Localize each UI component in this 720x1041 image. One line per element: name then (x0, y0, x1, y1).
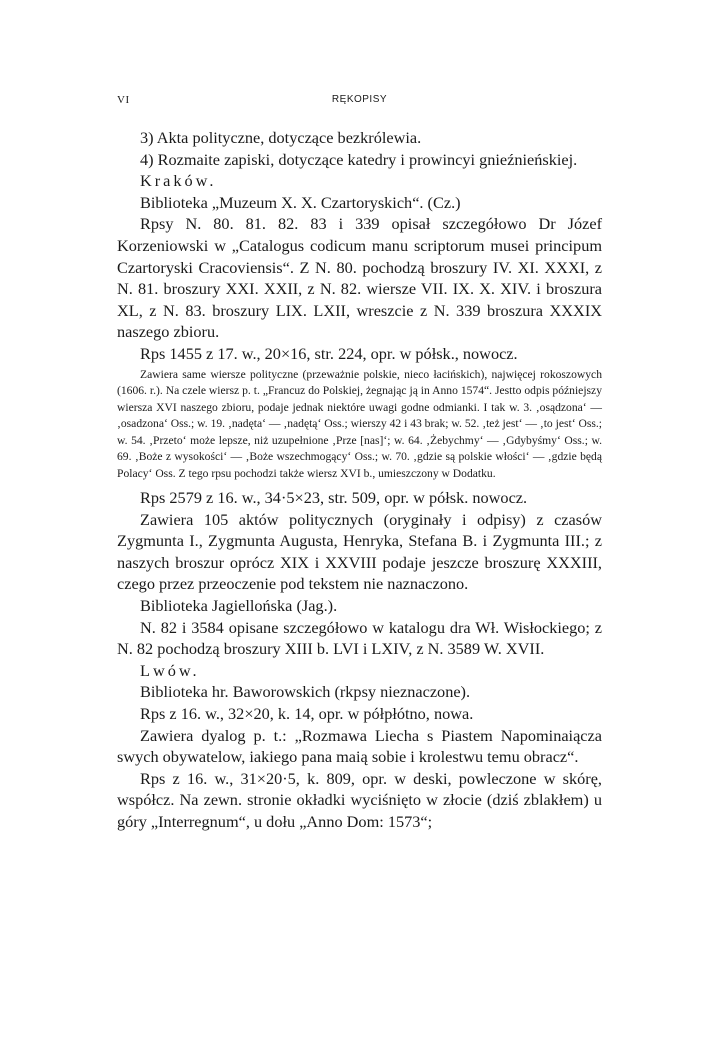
manuscript-entry-baworowski-1: Rps z 16. w., 32×20, k. 14, opr. w półpłótno, nowa. (140, 703, 474, 723)
running-header (117, 94, 602, 110)
library-heading-czartoryski: Biblioteka „Muzeum X. X. Czartoryskich“. (Cz.) (140, 192, 461, 212)
library-heading-jagiellonska: Biblioteka Jagiellońska (Jag.). (140, 596, 338, 615)
paragraph-rpsy-czartoryski: Rpsy N. 80. 81. 82. 83 i 339 opisał szczegółowo Dr Józef Korzeniowski w „Catalogus codicum manu scriptorum musei principum Czartoryski Cracoviensis“. Z N. 80. pochodzą broszury IV. XI. XXXI, z N. 81. broszury XXI. XXII, z N. 82. wiersze VII. IX. X. XIV. i broszura XL, z N. 83. broszury LIX. LXII, wreszcie z N. 339 broszura XXXIX naszego zbioru. (117, 214, 602, 342)
paragraph-jagiellonska: N. 82 i 3584 opisane szczegółowo w katalogu dra Wł. Wisłockiego; z N. 82 pochodzą broszury XIII b. LVI i LXIV, z N. 3589 W. XVII. (117, 617, 602, 659)
manuscript-entry-baworowski-2: Rps z 16. w., 31×20·5, k. 809, opr. w deski, powleczone w skórę, współcz. Na zewn. stronie okładki wyciśnięto w złocie (dziś zblakłem) u góry „Interregnum“, u dołu „Anno Dom: 1573“; (117, 768, 602, 831)
page-number: VI (117, 94, 130, 106)
page-body (117, 127, 602, 833)
paragraph-dyalog: Zawiera dyalog p. t.: „Rozmawa Liecha s Piastem Napominaiącza swych obywatelow, iakiego pana maią sobie i krolestwu temu obracz“. (117, 725, 602, 767)
list-item-4: 4) Rozmaite zapiski, dotyczące katedry i prowincyi gnieźnieńskiej. (140, 149, 578, 169)
note-1455: Zawiera same wiersze polityczne (przeważnie polskie, nieco łacińskich), najwięcej rokoszowych (1606. r.). Na czele wiersz p. t. „Francuz do Polskiej, żegnając ją in Anno 1574“. Jestto odpis późniejszy wiersza XVI naszego zbioru, podaje jednak niektóre uwagi godne odmianki. I tak w. 3. ‚osądzona‘ — ‚osadzona‘ Oss.; w. 19. ‚nadęta‘ — ‚nadętą‘ Oss.; wierszy 42 i 43 brak; w. 52. ‚też jest‘ — ‚to jest‘ Oss.; w. 54. ‚Przeto‘ może lepsze, niż uzupełnione ‚Prze [nas]‘; w. 64. ‚Żebychmy‘ — ‚Gdybyśmy‘ Oss.; w. 69. ‚Boże z wysokości‘ — ‚Boże wszechmogący‘ Oss.; w. 70. ‚gdzie są polskie włości‘ — ‚gdzie będą Polacy‘ Oss. Z tego rpsu pochodzi także wiersz XVI b., umieszczony w Dodatku. (117, 367, 602, 480)
paragraph-2579-contents: Zawiera 105 aktów politycznych (oryginały i odpisy) z czasów Zygmunta I., Zygmunta Augusta, Henryka, Stefana B. i Zygmunta III.; z naszych broszur oprócz XIX i XXVIII podaje jeszcze broszurę XXXIII, czego przez przeoczenie pod tekstem nie naznaczono. (117, 509, 602, 594)
manuscript-entry-2579: Rps 2579 z 16. w., 34·5×23, str. 509, opr. w półsk. nowocz. (140, 488, 528, 508)
running-title: RĘKOPISY (331, 94, 388, 105)
section-heading-lwow: Lwów. (140, 660, 200, 680)
list-item-3: 3) Akta polityczne, dotyczące bezkrólewia. (140, 128, 422, 147)
library-heading-baworowski: Biblioteka hr. Baworowskich (rkpsy nieznaczone). (140, 682, 471, 702)
manuscript-entry-1455: Rps 1455 z 17. w., 20×16, str. 224, opr. w półsk., nowocz. (140, 343, 518, 363)
section-heading-krakow: Kraków. (140, 171, 217, 191)
